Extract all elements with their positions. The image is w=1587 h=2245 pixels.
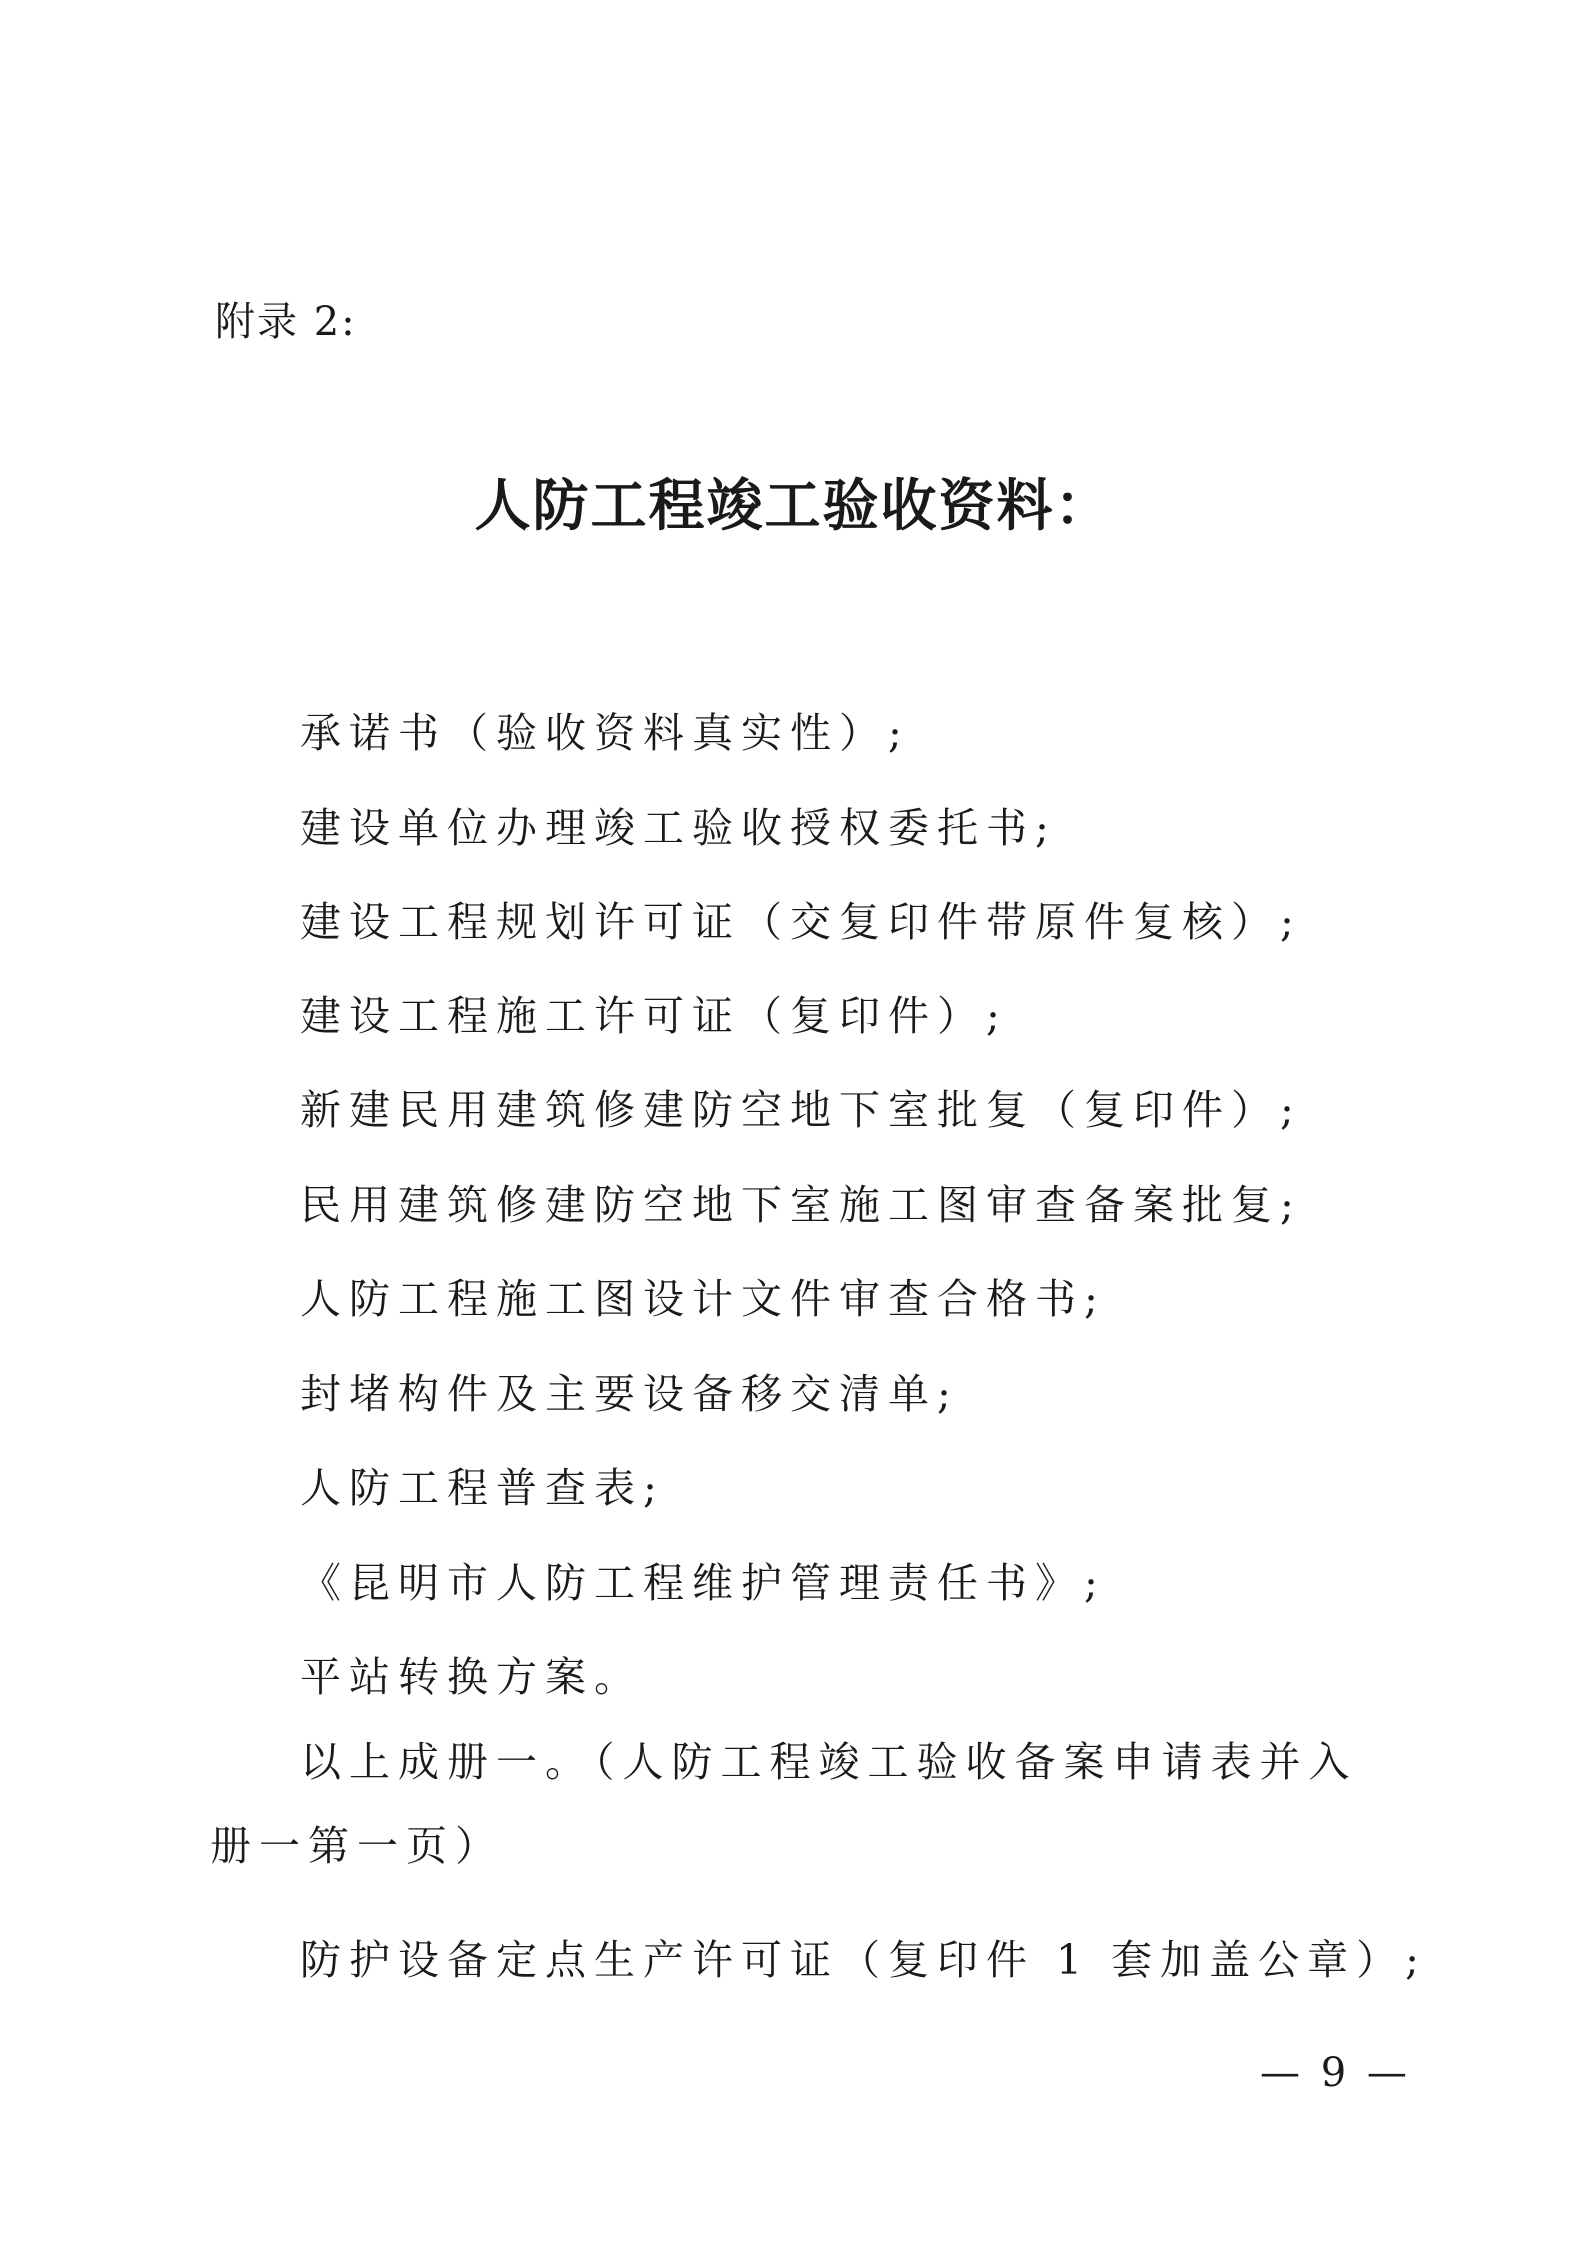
list-item: 新建民用建筑修建防空地下室批复（复印件）; (300, 1086, 1302, 1134)
list-item: 承诺书（验收资料真实性）; (300, 709, 910, 757)
list-item: 人防工程施工图设计文件审查合格书; (300, 1275, 1106, 1323)
list-item: 人防工程普查表; (300, 1464, 665, 1512)
list-item: 建设工程施工许可证（复印件）; (300, 992, 1008, 1040)
page-number: — 9 — (1260, 2050, 1411, 2096)
list-item: 以上成册一。（人防工程竣工验收备案申请表并入册一第一页） (210, 1738, 1358, 1870)
list-item: 平站转换方案。 (300, 1653, 643, 1701)
list-item: 建设单位办理竣工验收授权委托书; (300, 804, 1057, 852)
document-title: 人防工程竣工验收资料： (474, 473, 1113, 539)
list-item: 民用建筑修建防空地下室施工图审查备案批复; (300, 1181, 1302, 1229)
list-item: 建设工程规划许可证（交复印件带原件复核）; (300, 898, 1302, 946)
list-item: 封堵构件及主要设备移交清单; (300, 1370, 959, 1418)
appendix-label: 附录 2: (215, 299, 357, 345)
list-item: 防护设备定点生产许可证（复印件 1 套加盖公章）; (300, 1936, 1427, 1984)
list-item: 《昆明市人防工程维护管理责任书》; (300, 1559, 1106, 1607)
